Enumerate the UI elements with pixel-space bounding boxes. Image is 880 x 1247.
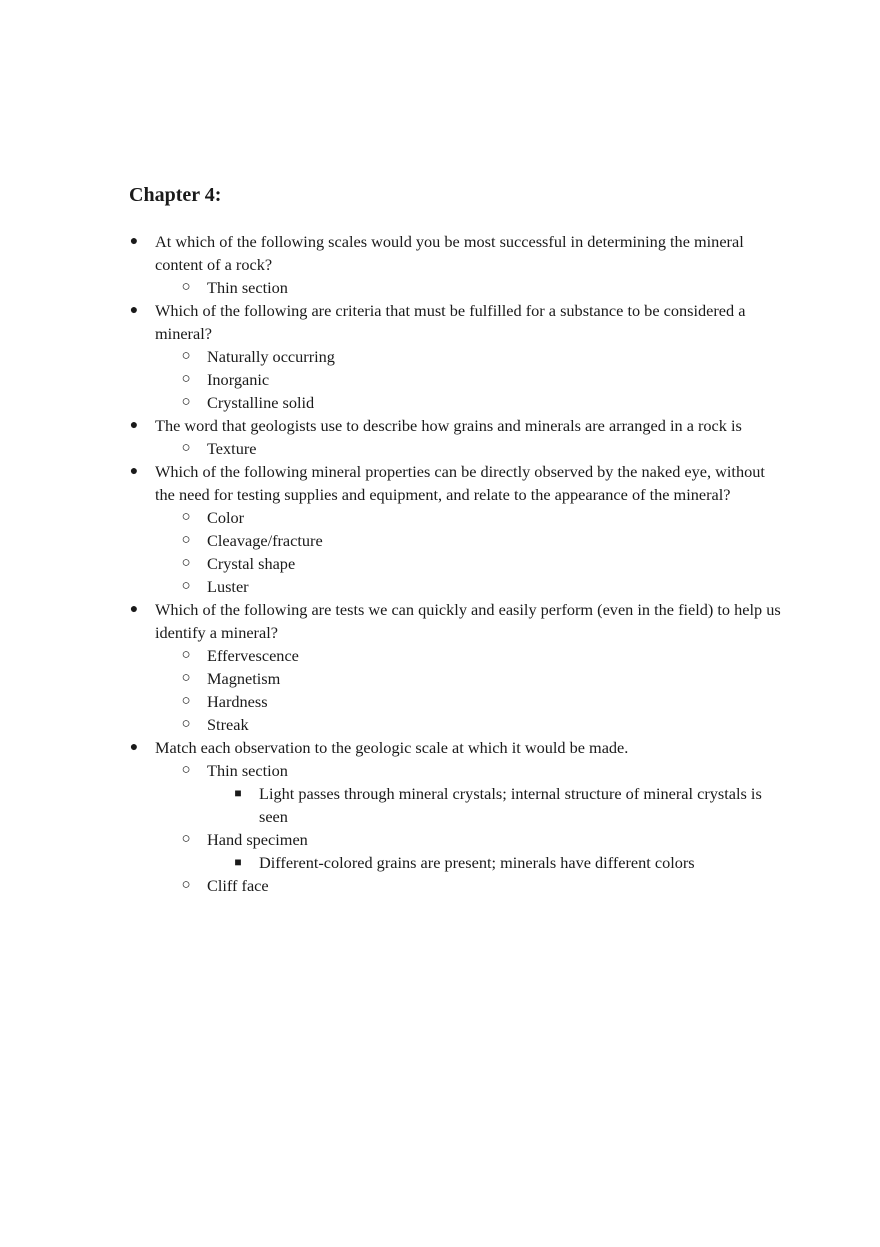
question-item bbox=[0, 414, 880, 437]
question-text: Which of the following mineral properties can be directly observed by the naked eye, without the need for testing supplies and equipment, and relate to the appearance of the mineral? bbox=[155, 462, 765, 504]
question-item bbox=[0, 598, 880, 644]
hollow-circle-bullet-icon: ○ bbox=[181, 440, 191, 456]
answer-item bbox=[0, 552, 880, 575]
hollow-circle-bullet-icon: ○ bbox=[181, 555, 191, 571]
question-text: The word that geologists use to describe how grains and minerals are arranged in a rock is bbox=[155, 416, 742, 435]
answer-item bbox=[0, 644, 880, 667]
answer-text: Naturally occurring bbox=[207, 347, 335, 366]
hollow-circle-bullet-icon: ○ bbox=[181, 670, 191, 686]
question-text: Which of the following are criteria that must be fulfilled for a substance to be considered a mineral? bbox=[155, 301, 746, 343]
question-item bbox=[0, 736, 880, 759]
hollow-circle-bullet-icon: ○ bbox=[181, 394, 191, 410]
answer-item bbox=[0, 437, 880, 460]
observation-text: Different-colored grains are present; minerals have different colors bbox=[259, 853, 695, 872]
scale-label: Cliff face bbox=[207, 876, 269, 895]
filled-circle-bullet-icon: ● bbox=[129, 418, 139, 433]
answer-item bbox=[0, 575, 880, 598]
answer-text: Texture bbox=[207, 439, 257, 458]
hollow-circle-bullet-icon: ○ bbox=[181, 532, 191, 548]
answer-text: Magnetism bbox=[207, 669, 281, 688]
scale-label: Thin section bbox=[207, 761, 288, 780]
question-text: Match each observation to the geologic scale at which it would be made. bbox=[155, 738, 629, 757]
question-item bbox=[0, 299, 880, 345]
question-list bbox=[0, 230, 880, 897]
hollow-circle-bullet-icon: ○ bbox=[181, 716, 191, 732]
filled-circle-bullet-icon: ● bbox=[129, 740, 139, 755]
question-text: At which of the following scales would you be most successful in determining the mineral content of a rock? bbox=[155, 232, 744, 274]
hollow-circle-bullet-icon: ○ bbox=[181, 693, 191, 709]
hollow-circle-bullet-icon: ○ bbox=[181, 578, 191, 594]
scale-label: Hand specimen bbox=[207, 830, 308, 849]
observation-item bbox=[0, 782, 880, 828]
answer-text: Crystalline solid bbox=[207, 393, 315, 412]
filled-circle-bullet-icon: ● bbox=[129, 602, 139, 617]
scale-item bbox=[0, 874, 880, 897]
hollow-circle-bullet-icon: ○ bbox=[181, 762, 191, 778]
answer-item bbox=[0, 529, 880, 552]
scale-item bbox=[0, 759, 880, 782]
answer-text: Luster bbox=[207, 577, 249, 596]
question-item bbox=[0, 230, 880, 276]
hollow-circle-bullet-icon: ○ bbox=[181, 831, 191, 847]
answer-text: Crystal shape bbox=[207, 554, 296, 573]
answer-text: Effervescence bbox=[207, 646, 299, 665]
scale-item bbox=[0, 828, 880, 851]
hollow-circle-bullet-icon: ○ bbox=[181, 371, 191, 387]
filled-circle-bullet-icon: ● bbox=[129, 303, 139, 318]
answer-text: Color bbox=[207, 508, 245, 527]
filled-circle-bullet-icon: ● bbox=[129, 464, 139, 479]
hollow-circle-bullet-icon: ○ bbox=[181, 279, 191, 295]
question-text: Which of the following are tests we can quickly and easily perform (even in the field) to help us identify a mineral? bbox=[155, 600, 781, 642]
answer-item bbox=[0, 368, 880, 391]
answer-item bbox=[0, 391, 880, 414]
answer-item bbox=[0, 276, 880, 299]
answer-text: Hardness bbox=[207, 692, 268, 711]
answer-text: Inorganic bbox=[207, 370, 270, 389]
square-bullet-icon: ■ bbox=[234, 855, 242, 869]
observation-item bbox=[0, 851, 880, 874]
answer-text: Streak bbox=[207, 715, 249, 734]
chapter-title: Chapter 4: bbox=[129, 184, 222, 206]
observation-text: Light passes through mineral crystals; internal structure of mineral crystals is seen bbox=[259, 784, 762, 826]
answer-item bbox=[0, 713, 880, 736]
filled-circle-bullet-icon: ● bbox=[129, 234, 139, 249]
answer-item bbox=[0, 667, 880, 690]
answer-item bbox=[0, 345, 880, 368]
hollow-circle-bullet-icon: ○ bbox=[181, 509, 191, 525]
answer-item bbox=[0, 506, 880, 529]
question-item bbox=[0, 460, 880, 506]
hollow-circle-bullet-icon: ○ bbox=[181, 647, 191, 663]
answer-item bbox=[0, 690, 880, 713]
answer-text: Cleavage/fracture bbox=[207, 531, 323, 550]
hollow-circle-bullet-icon: ○ bbox=[181, 348, 191, 364]
square-bullet-icon: ■ bbox=[234, 786, 242, 800]
answer-text: Thin section bbox=[207, 278, 288, 297]
hollow-circle-bullet-icon: ○ bbox=[181, 877, 191, 893]
